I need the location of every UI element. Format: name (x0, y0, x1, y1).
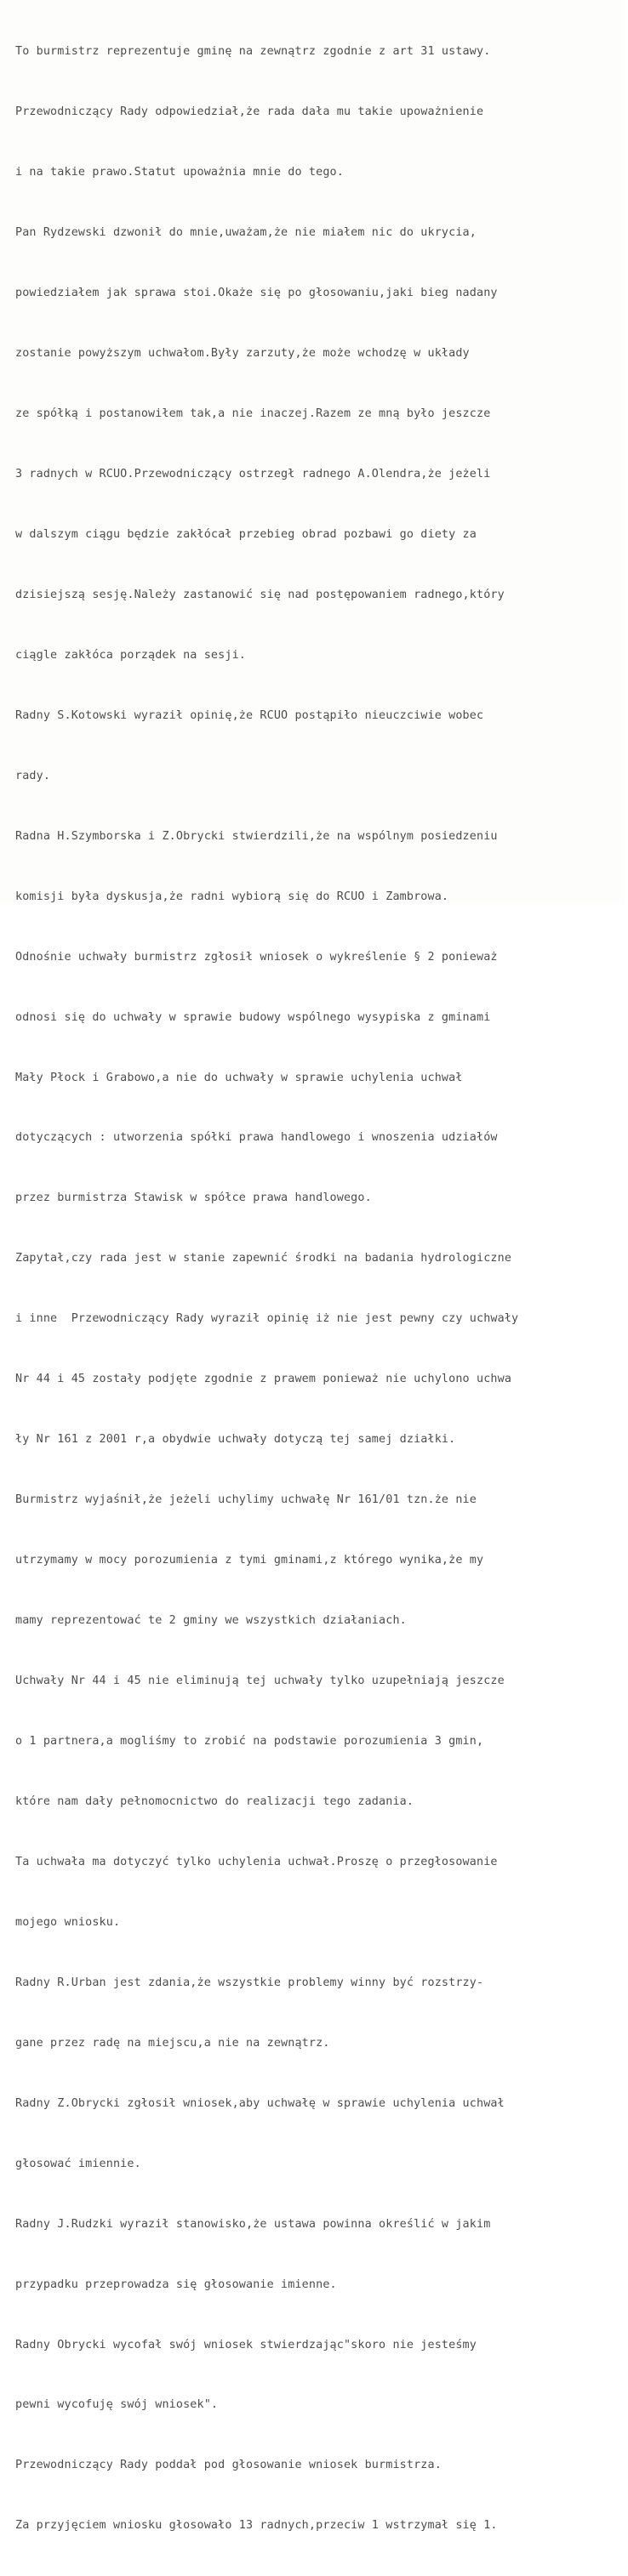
text-line: Radny Z.Obrycki zgłosił wniosek,aby uchwałę w sprawie uchylenia uchwał (15, 2096, 505, 2110)
text-line: ły Nr 161 z 2001 r,a obydwie uchwały dotyczą tej samej działki. (15, 1433, 456, 1447)
text-line: Radna H.Szymborska i Z.Obrycki stwierdzili,że na wspólnym posiedzeniu (15, 829, 498, 843)
text-line: 3 radnych w RCUO.Przewodniczący ostrzegł radnego A.Olendra,że jeżeli (15, 467, 491, 481)
text-line: Przewodniczący Rady poddał pod głosowanie wniosek burmistrza. (15, 2459, 442, 2472)
document-body (15, 2, 628, 2576)
text-line: które nam dały pełnomocnictwo do realizacji tego zadania. (15, 1794, 414, 1808)
text-line: Mały Płock i Grabowo,a nie do uchwały w sprawie uchylenia uchwał (15, 1071, 463, 1084)
text-line: utrzymamy w mocy porozumienia z tymi gminami,z którego wynika,że my (15, 1554, 484, 1567)
text-line: Uchwały Nr 44 i 45 nie eliminują tej uchwały tylko uzupełniają jeszcze (15, 1675, 505, 1688)
text-line: powiedziałem jak sprawa stoi.Okaże się po głosowaniu,jaki bieg nadany (15, 287, 498, 300)
text-line: Radny S.Kotowski wyraził opinię,że RCUO postąpiło nieuczciwie wobec (15, 708, 484, 722)
text-line: mojego wniosku. (15, 1915, 121, 1929)
text-line: dzisiejszą sesję.Należy zastanowić się nad postępowaniem radnego,który (15, 588, 505, 601)
text-line: Radny Obrycki wycofał swój wniosek stwierdzając"skoro nie jesteśmy (15, 2338, 477, 2351)
text-line: Za przyjęciem wniosku głosowało 13 radnych,przeciw 1 wstrzymał się 1. (15, 2519, 498, 2533)
text-line: Ta uchwała ma dotyczyć tylko uchylenia uchwał.Proszę o przegłosowanie (15, 1855, 498, 1868)
text-line: i na takie prawo.Statut upoważnia mnie do tego. (15, 166, 344, 179)
text-line: komisji była dyskusja,że radni wybiorą się do RCUO i Zambrowa. (15, 890, 449, 903)
text-line: odnosi się do uchwały w sprawie budowy wspólnego wysypiska z gminami (15, 1010, 491, 1024)
text-line: i inne Przewodniczący Rady wyraził opinię iż nie jest pewny czy uchwały (15, 1312, 519, 1326)
text-line: Nr 44 i 45 zostały podjęte zgodnie z prawem ponieważ nie uchylono uchwa (15, 1373, 512, 1386)
text-line: głosować imiennie. (15, 2157, 141, 2170)
text-line: w dalszym ciągu będzie zakłócał przebieg obrad pozbawi go diety za (15, 527, 477, 541)
text-line: dotyczących : utworzenia spółki prawa handlowego i wnoszenia udziałów (15, 1131, 498, 1145)
text-line: Pan Rydzewski dzwonił do mnie,uważam,że nie miałem nic do ukrycia, (15, 226, 477, 240)
text-line: Odnośnie uchwały burmistrz zgłosił wniosek o wykreślenie § 2 ponieważ (15, 950, 498, 964)
text-line: Burmistrz wyjaśnił,że jeżeli uchylimy uchwałę Nr 161/01 tzn.że nie (15, 1493, 477, 1507)
text-line: pewni wycofuję swój wniosek". (15, 2398, 219, 2412)
text-line: przypadku przeprowadza się głosowanie imienne. (15, 2277, 337, 2291)
text-line: To burmistrz reprezentuje gminę na zewnątrz zgodnie z art 31 ustawy. (15, 45, 491, 59)
text-line: gane przez radę na miejscu,a nie na zewnątrz. (15, 2036, 330, 2050)
text-line: mamy reprezentować te 2 gminy we wszystkich działaniach. (15, 1614, 407, 1628)
text-line: o 1 partnera,a mogliśmy to zrobić na podstawie porozumienia 3 gmin, (15, 1735, 484, 1748)
text-line: zostanie powyższym uchwałom.Były zarzuty,że może wchodzę w układy (15, 347, 470, 361)
text-line: rady. (15, 769, 51, 782)
text-line: Przewodniczący Rady odpowiedział,że rada dała mu takie upoważnienie (15, 105, 484, 119)
text-line: ze spółką i postanowiłem tak,a nie inaczej.Razem ze mną było jeszcze (15, 407, 491, 421)
text-line: Radny R.Urban jest zdania,że wszystkie problemy winny być rozstrzy- (15, 1976, 484, 1989)
text-line: Zapytał,czy rada jest w stanie zapewnić środki na badania hydrologiczne (15, 1252, 512, 1265)
text-line: przez burmistrza Stawisk w spółce prawa handlowego. (15, 1191, 372, 1205)
text-line: Radny J.Rudzki wyraził stanowisko,że ustawa powinna określić w jakim (15, 2217, 491, 2231)
text-line: ciągle zakłóca porządek na sesji. (15, 648, 246, 662)
